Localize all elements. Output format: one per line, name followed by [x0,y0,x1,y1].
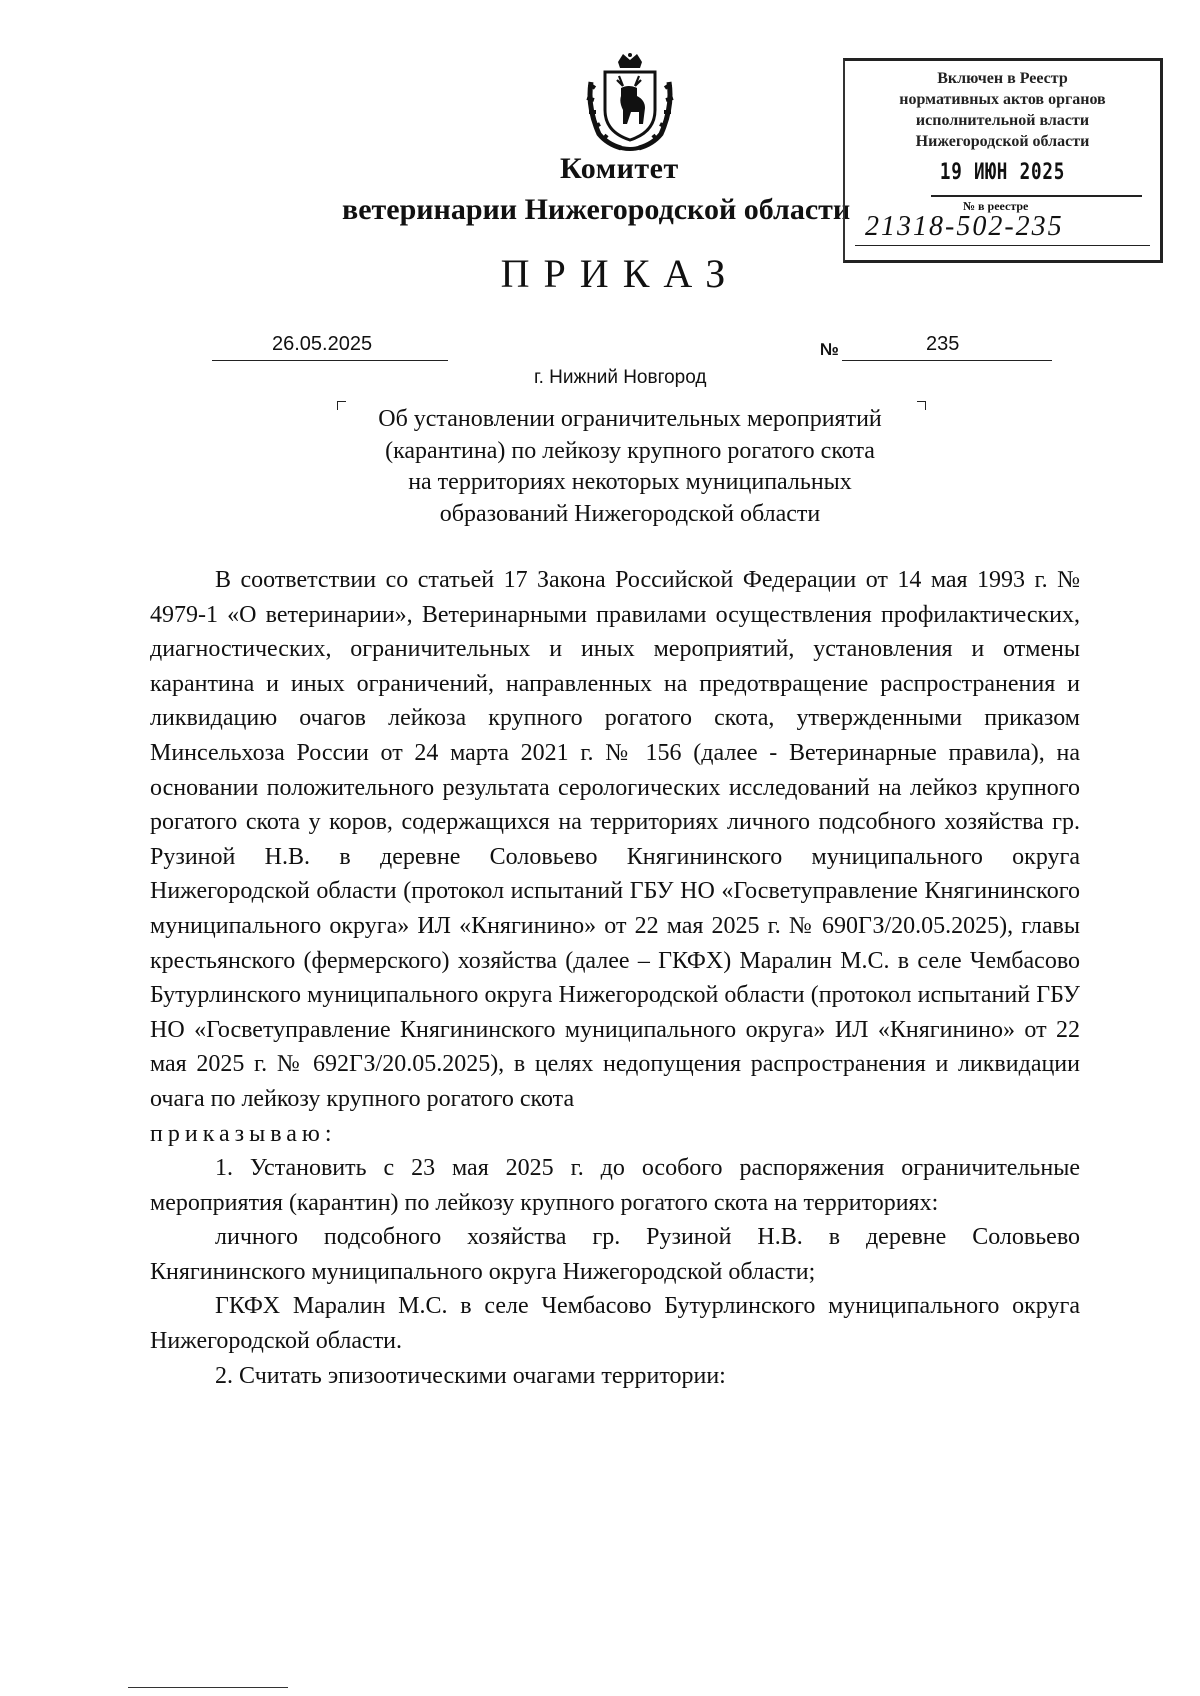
order-item-1-subitem: личного подсобного хозяйства гр. Рузиной Н.В. в деревне Соловьево Княгининского муниципального округа Нижегородской области; [150,1224,1080,1285]
city: г. Нижний Новгород [534,367,707,388]
stamp-rule [855,245,1150,246]
subject-line: на территориях некоторых муниципальных [408,469,852,495]
subject-line: (карантина) по лейкозу крупного рогатого скота [385,437,875,464]
stamp-line: исполнительной власти [915,112,1090,129]
document-title: ПРИКАЗ [500,251,740,296]
stamp-number-label: № в реестре [963,199,1029,213]
order-number: 235 [926,333,960,355]
stamp-date: 19 ИЮН 2025 [939,160,1066,185]
subject-line: Об установлении ограничительных мероприятий [378,406,882,432]
registry-stamp [843,58,1163,263]
order-item-1: 1. Установить с 23 мая 2025 г. до особого распоряжения ограничительные мероприятия (карантин) по лейкозу крупного рогатого скота на территориях: [150,1155,1080,1216]
number-underline [842,360,1052,361]
subject-line: образований Нижегородской области [439,500,821,527]
order-subject [300,404,960,530]
stamp-rule [931,195,1142,197]
order-body [150,563,1080,1393]
footer-rule [128,1687,288,1688]
organization-name-line2: ветеринарии Нижегородской области [342,193,851,226]
order-date: 26.05.2025 [272,333,373,355]
preamble-paragraph: В соответствии со статьей 17 Закона Российской Федерации от 14 мая 1993 г. № 4979-1 «О ветеринарии», Ветеринарными правилами осуществления профилактических, диагностических, ограничительных и иных мероприятий, установления и отмены карантина и иных ограничений, направленных на предотвращение распространения и ликвидацию очагов лейкоза крупного рогатого скота, утвержденными приказом Минсельхоза России от 24 марта 2021 г. № 156 (далее - Ветеринарные правила), на основании положительного результата серологических исследований на лейкоз крупного рогатого скота у коров, содержащихся на территориях личного подсобного хозяйства гр. Рузиной Н.В. в деревне Соловьево Княгининского муниципального округа Нижегородской области (протокол испытаний ГБУ НО «Госветуправление Княгининского муниципального округа» ИЛ «Княгинино» от 22 мая 2025 г. № 690ГЗ/20.05.2025), главы крестьянского (фермерского) хозяйства (далее – ГКФХ) Маралин М.С. в селе Чембасово Бутурлинского муниципального округа Нижегородской области (протокол испытаний ГБУ НО «Госветуправление Княгининского муниципального округа» ИЛ «Княгинино» от 22 мая 2025 г. № 692ГЗ/20.05.2025), в целях недопущения распространения и ликвидации очага по лейкозу крупного рогатого скота [150,567,1080,1112]
coat-of-arms-icon [585,52,675,154]
order-word: приказываю: [150,1120,337,1147]
stamp-line: Нижегородской области [915,133,1090,150]
stamp-registry-number: 21318-502-235 [865,211,1064,242]
date-underline [212,360,448,361]
order-item-2: 2. Считать эпизоотическими очагами территории: [215,1362,726,1389]
order-number-label: № [820,340,839,359]
order-item-1-subitem: ГКФХ Маралин М.С. в селе Чембасово Бутурлинского муниципального округа Нижегородской области. [150,1293,1080,1355]
stamp-line: нормативных актов органов [899,91,1106,108]
stamp-line: Включен в Реестр [937,70,1068,87]
organization-name-line1: Комитет [560,152,679,185]
